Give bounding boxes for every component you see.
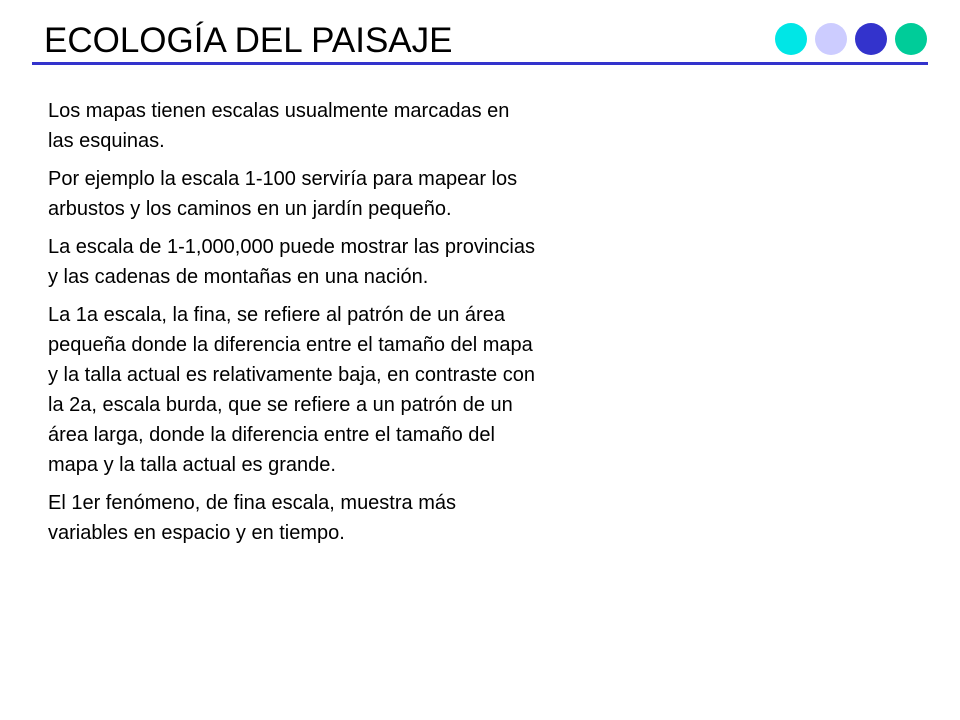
slide-title: ECOLOGÍA DEL PAISAJE [44, 21, 453, 60]
lavender-dot-icon [815, 23, 847, 55]
paragraph-scale-1-1000000: La escala de 1-1,000,000 puede mostrar las provincias y las cadenas de montañas en una nación. [48, 236, 535, 288]
paragraph-fine-scale-phenomenon: El 1er fenómeno, de fina escala, muestra más variables en espacio y en tiempo. [48, 492, 456, 544]
slide-body [48, 96, 538, 556]
cyan-dot-icon [775, 23, 807, 55]
green-dot-icon [895, 23, 927, 55]
paragraph-scale-1-100: Por ejemplo la escala 1-100 serviría para mapear los arbustos y los caminos en un jardín pequeño. [48, 168, 518, 220]
paragraph-fine-vs-coarse: La 1a escala, la fina, se refiere al patrón de un área pequeña donde la diferencia entre el tamaño del mapa y la talla actual es relativamente baja, en contraste con la 2a, escala burda, que se refiere a un patrón de un área larga, donde la diferencia entre el tamaño del mapa y la talla actual es grande. [48, 304, 535, 476]
decorative-dots [775, 23, 927, 55]
title-underline [32, 62, 928, 65]
blue-dot-icon [855, 23, 887, 55]
paragraph-scales-corners: Los mapas tienen escalas usualmente marcadas en las esquinas. [48, 100, 510, 152]
